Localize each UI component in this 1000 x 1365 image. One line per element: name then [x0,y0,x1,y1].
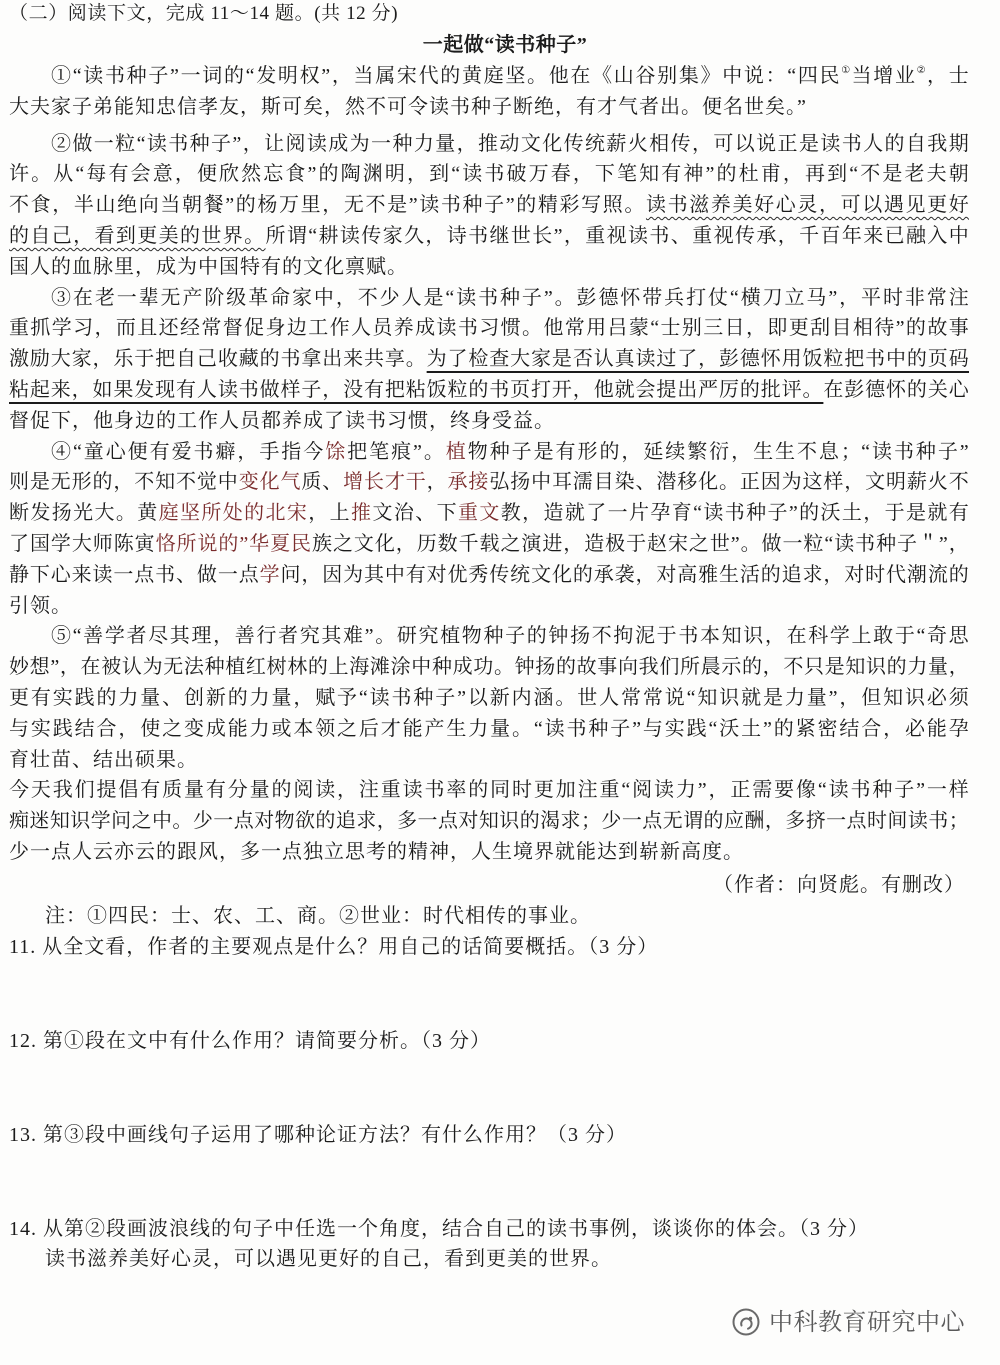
text-run: ③在老一辈无产阶级革命家中，不少人是“读书种子”。彭德怀带兵打仗“横刀立马”，平时非常注 [51,286,969,309]
question-text: 12. 第①段在文中有什么作用？请简要分析。（3 分） [9,1030,491,1053]
red-text: 学 [259,563,281,586]
text-run: 了国学大师陈寅 [9,532,156,555]
text-run: 弘扬中耳濡目染、潜移化。正因为这样，文明薪火不 [489,471,969,494]
text-line [9,652,969,683]
text-line [9,344,969,375]
article-paragraph [9,621,969,775]
exam-page [9,0,969,1308]
red-text: 增长才干 [343,471,427,494]
text-line [9,806,969,837]
red-text: 恪所说的”华夏民 [155,532,312,555]
text-run: 当增业 [851,65,917,87]
red-text: 馀 [325,440,348,463]
text-run: 断发扬光大。黄 [9,502,159,525]
text-line [9,467,969,498]
underlined-text: 为了检查大家是否认真读过了，彭德怀用饭粒把书中的页码 [426,348,969,371]
text-line [9,159,969,190]
text-run: 问，因为其中有对优秀传统文化的承袭，对高雅生活的追求，对时代潮流的 [280,563,969,586]
text-run: 激励大家，乐于把自己收藏的书拿出来共享。 [9,348,427,371]
text-run: ⑤“善学者尽其理，善行者究其难”。研究植物种子的钟扬不拘泥于书本知识，在科学上敢于“奇思 [51,625,969,648]
text-line [9,283,969,314]
text-run: ④“童心便有爱书癖，手指今 [51,440,326,463]
text-line [9,621,969,652]
text-run: 与实践结合，使之变成能力或本领之后才能产生力量。“读书种子”与实践“沃土”的紧密结合，必能孕 [9,717,969,740]
red-text: 承接 [447,471,490,494]
text-line [9,406,969,437]
text-run: 重抓学习，而且还经常督促身边工作人员养成读书习惯。他常用吕蒙“士别三日，即更刮目相待”的故事 [9,317,969,340]
text-run: 文治、下 [372,502,458,525]
text-line [9,683,969,714]
text-run: ②做一粒“读书种子”，让阅读成为一种力量，推动文化传统薪火相传，可以说正是读书人的自我期 [51,132,969,155]
question-13 [9,1120,969,1214]
text-run: 静下心来读一点书、做一点 [9,563,260,586]
text-run: 督促下，他身边的工作人员都养成了读书习惯，终身受益。 [9,409,555,432]
article-body [9,61,969,868]
red-text: 庭坚所处的北宋 [158,502,309,525]
red-text: 植 [445,440,468,463]
text-run: 育壮苗、结出硕果。 [9,748,198,771]
text-line [9,714,969,745]
article-title: 一起做“读书种子” [422,34,588,56]
question-11 [9,932,969,1026]
text-run: 妙想”，在被认为无法种植红树林的上海滩涂中种成功。钟扬的故事向我们所晨示的，不只是知识的力量， [9,656,969,679]
text-run: 许。从“每有会意，便欣然忘食”的陶渊明，到“读书破万春，下笔知有神”的杜甫，再到“不是老夫朝 [9,163,969,186]
text-run: 少一点人云亦云的跟风，多一点独立思考的精神，人生境界就能达到崭新高度。 [9,840,744,863]
footnotes: 注：①四民：士、农、工、商。②世业：时代相传的事业。 [45,904,591,927]
text-line [9,252,969,283]
text-line [9,313,969,344]
text-run: 所谓“耕读传家久，诗书继世长”，重视读书、重视传承，千百年来已融入中 [265,224,970,247]
text-line [9,560,969,591]
footnote-marker: ① [841,65,852,76]
quoted-sentence: 读书滋养美好心灵，可以遇见更好的自己，看到更美的世界。 [45,1248,612,1271]
text-line [9,498,969,529]
question-14 [9,1214,969,1308]
text-line [9,529,969,560]
text-run: 更有实践的力量、创新的力量，赋予“读书种子”以新内涵。世人常常说“知识就是力量”，但知识必须 [9,686,969,709]
text-run: 把笔痕”。 [347,440,446,463]
text-line [9,92,969,123]
article-paragraph [9,61,969,123]
article-paragraph [9,437,969,622]
text-line [9,437,969,468]
wavy-underlined-text: 的自己，看到更美的世界。 [9,224,266,247]
text-run: 引领。 [9,594,72,617]
article-paragraph [9,775,969,867]
text-run: 质、 [301,471,344,494]
text-line [9,190,969,221]
text-line [9,61,969,92]
text-run: ， [426,471,448,494]
question-text: 13. 第③段中画线句子运用了哪种论证方法？有什么作用？（3 分） [9,1124,627,1147]
text-run: 大夫家子弟能知忠信孝友，斯可矣，然不可令读书种子断绝，有才气者出。便名世矣。” [9,95,807,118]
text-line [9,375,969,406]
article-paragraph [9,283,969,437]
question-text: 11. 从全文看，作者的主要观点是什么？用自己的话简要概括。（3 分） [9,936,659,959]
question-12 [9,1026,969,1120]
section-instruction: （二）阅读下文，完成 11～14 题。(共 12 分) [9,3,399,24]
text-run: 痴迷知识学问之中。少一点对物欲的追求，多一点对知识的渴求；少一点无谓的应酬，多挤一点时间读书； [9,810,969,833]
article-source: （作者：向贤彪。有删改） [713,873,965,896]
text-line [9,745,969,776]
question-list [9,932,969,1308]
text-run: 教，造就了一片孕育“读书种子”的沃土，于是就有 [500,502,970,525]
watermark [731,1307,965,1337]
text-line [9,775,969,806]
red-text: 重文 [457,502,501,525]
text-run: ，上 [308,502,352,525]
text-run: 物种子是有形的，延续繁衍，生生不息；“读书种子” [467,440,969,463]
text-run: 族之文化，历数千载之演进，造极于赵宋之世”。做一粒“读书种子＂”， [312,532,970,555]
text-line [9,591,969,622]
text-run: 今天我们提倡有质量有分量的阅读，注重读书率的同时更加注重“阅读力”，正需要像“读书种子”一样 [9,779,969,802]
wavy-underlined-text: 读书滋养美好心灵，可以遇见更好 [645,194,969,217]
watermark-text: 中科教育研究中心 [769,1308,965,1336]
footnote-marker: ② [916,65,928,76]
text-run: ，士 [927,65,970,87]
red-text: 推 [351,502,373,525]
underlined-text: 粘起来，如果发现有人读书做样子，没有把粘饭粒的书页打开，他就会提出严厉的批评。 [9,378,824,401]
red-text: 变化气 [238,471,302,494]
article-paragraph [9,129,969,283]
text-line [9,129,969,160]
text-line [9,221,969,252]
text-run: 国人的血脉里，成为中国特有的文化禀赋。 [9,255,408,278]
text-run: ①“读书种子”一词的“发明权”，当属宋代的黄庭坚。他在《山谷别集》中说：“四民 [51,65,842,87]
wechat-official-account-icon [731,1307,761,1337]
text-run: 则是无形的，不知不觉中 [9,471,239,494]
text-run: 不食，半山绝向当朝餐”的杨万里，无不是”读书种子”的精彩写照。 [9,194,646,217]
text-line [9,837,969,868]
question-text: 14. 从第②段画波浪线的句子中任选一个角度，结合自己的读书事例，谈谈你的体会。（3 分） [9,1218,869,1241]
text-run: 在彭德怀的关心 [823,378,969,401]
